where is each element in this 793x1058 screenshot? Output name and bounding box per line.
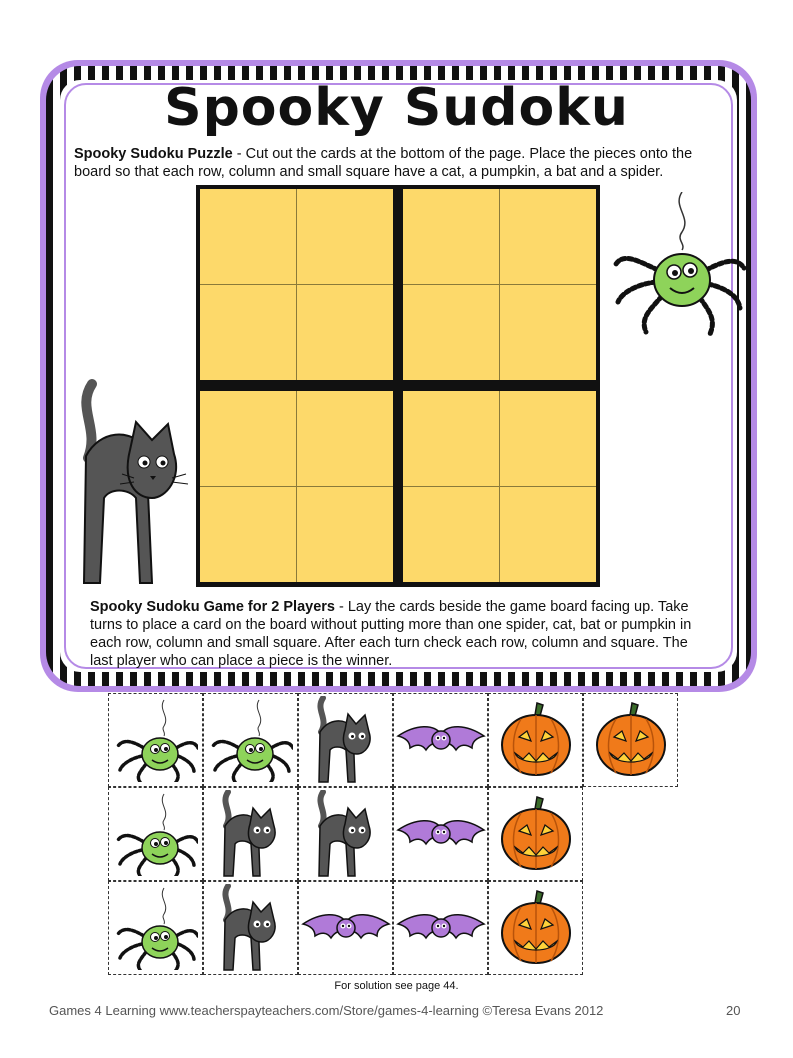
page-title: Spooky Sudoku [164, 78, 629, 138]
cutout-cards [108, 693, 678, 977]
card-cat[interactable] [298, 787, 393, 881]
board-square-top-left [200, 189, 393, 380]
bat-icon [396, 814, 486, 854]
solution-note: For solution see page 44. [334, 980, 459, 992]
board-cell[interactable] [403, 391, 499, 486]
pumpkin-icon [497, 701, 575, 779]
board-cell[interactable] [297, 285, 393, 380]
page-number: 20 [726, 1003, 741, 1018]
card-spider[interactable] [203, 693, 298, 787]
card-cat[interactable] [298, 693, 393, 787]
pumpkin-icon [497, 795, 575, 873]
puzzle-instructions [74, 145, 724, 181]
card-cat[interactable] [203, 787, 298, 881]
bat-icon [301, 908, 391, 948]
board-square-top-right [403, 189, 596, 380]
board-cell[interactable] [297, 189, 393, 284]
bat-icon [396, 720, 486, 760]
cat-illustration [70, 378, 200, 588]
bat-icon [396, 908, 486, 948]
board-square-bottom-right [403, 391, 596, 582]
game-text: - Lay the cards beside the game board facing up. Take turns to place a card on the board without putting more than one spider, cat, bat or pumpkin in each row, column and small square. After each turn check each row, column and square. The last player who can place a piece is the winner. [90, 599, 692, 669]
board-cell[interactable] [500, 391, 596, 486]
card-spider[interactable] [108, 787, 203, 881]
card-pumpkin[interactable] [488, 881, 583, 975]
cat-icon [216, 884, 286, 972]
card-bat[interactable] [393, 881, 488, 975]
sudoku-board [196, 185, 600, 587]
board-cell[interactable] [297, 391, 393, 486]
card-pumpkin[interactable] [488, 787, 583, 881]
footer-credit: Games 4 Learning www.teacherspayteachers.com/Store/games-4-learning ©Teresa Evans 2012 [49, 1003, 604, 1018]
spider-icon [209, 698, 293, 782]
card-spider[interactable] [108, 881, 203, 975]
card-bat[interactable] [393, 787, 488, 881]
board-cell[interactable] [403, 189, 499, 284]
board-cell[interactable] [200, 391, 296, 486]
pumpkin-icon [592, 701, 670, 779]
board-cell[interactable] [403, 285, 499, 380]
board-cell[interactable] [403, 487, 499, 582]
board-cell[interactable] [200, 285, 296, 380]
spider-icon [114, 698, 198, 782]
card-bat[interactable] [393, 693, 488, 787]
puzzle-heading: Spooky Sudoku Puzzle [74, 146, 233, 162]
spider-icon [114, 886, 198, 970]
board-cell[interactable] [200, 487, 296, 582]
card-cat[interactable] [203, 881, 298, 975]
board-cell[interactable] [500, 487, 596, 582]
pumpkin-icon [497, 889, 575, 967]
board-square-bottom-left [200, 391, 393, 582]
board-cell[interactable] [297, 487, 393, 582]
puzzle-text: - Cut out the cards at the bottom of the page. Place the pieces onto the board so that each row, column and small square have a cat, a pumpkin, a bat and a spider. [74, 146, 693, 180]
board-cell[interactable] [200, 189, 296, 284]
card-spider[interactable] [108, 693, 203, 787]
card-pumpkin[interactable] [488, 693, 583, 787]
cat-icon [311, 696, 381, 784]
game-instructions [90, 598, 710, 670]
card-bat[interactable] [298, 881, 393, 975]
spider-icon [114, 792, 198, 876]
board-cell[interactable] [500, 285, 596, 380]
game-heading: Spooky Sudoku Game for 2 Players [90, 599, 335, 615]
cat-icon [311, 790, 381, 878]
spider-illustration [610, 192, 750, 342]
cat-icon [216, 790, 286, 878]
board-cell[interactable] [500, 189, 596, 284]
card-pumpkin[interactable] [583, 693, 678, 787]
